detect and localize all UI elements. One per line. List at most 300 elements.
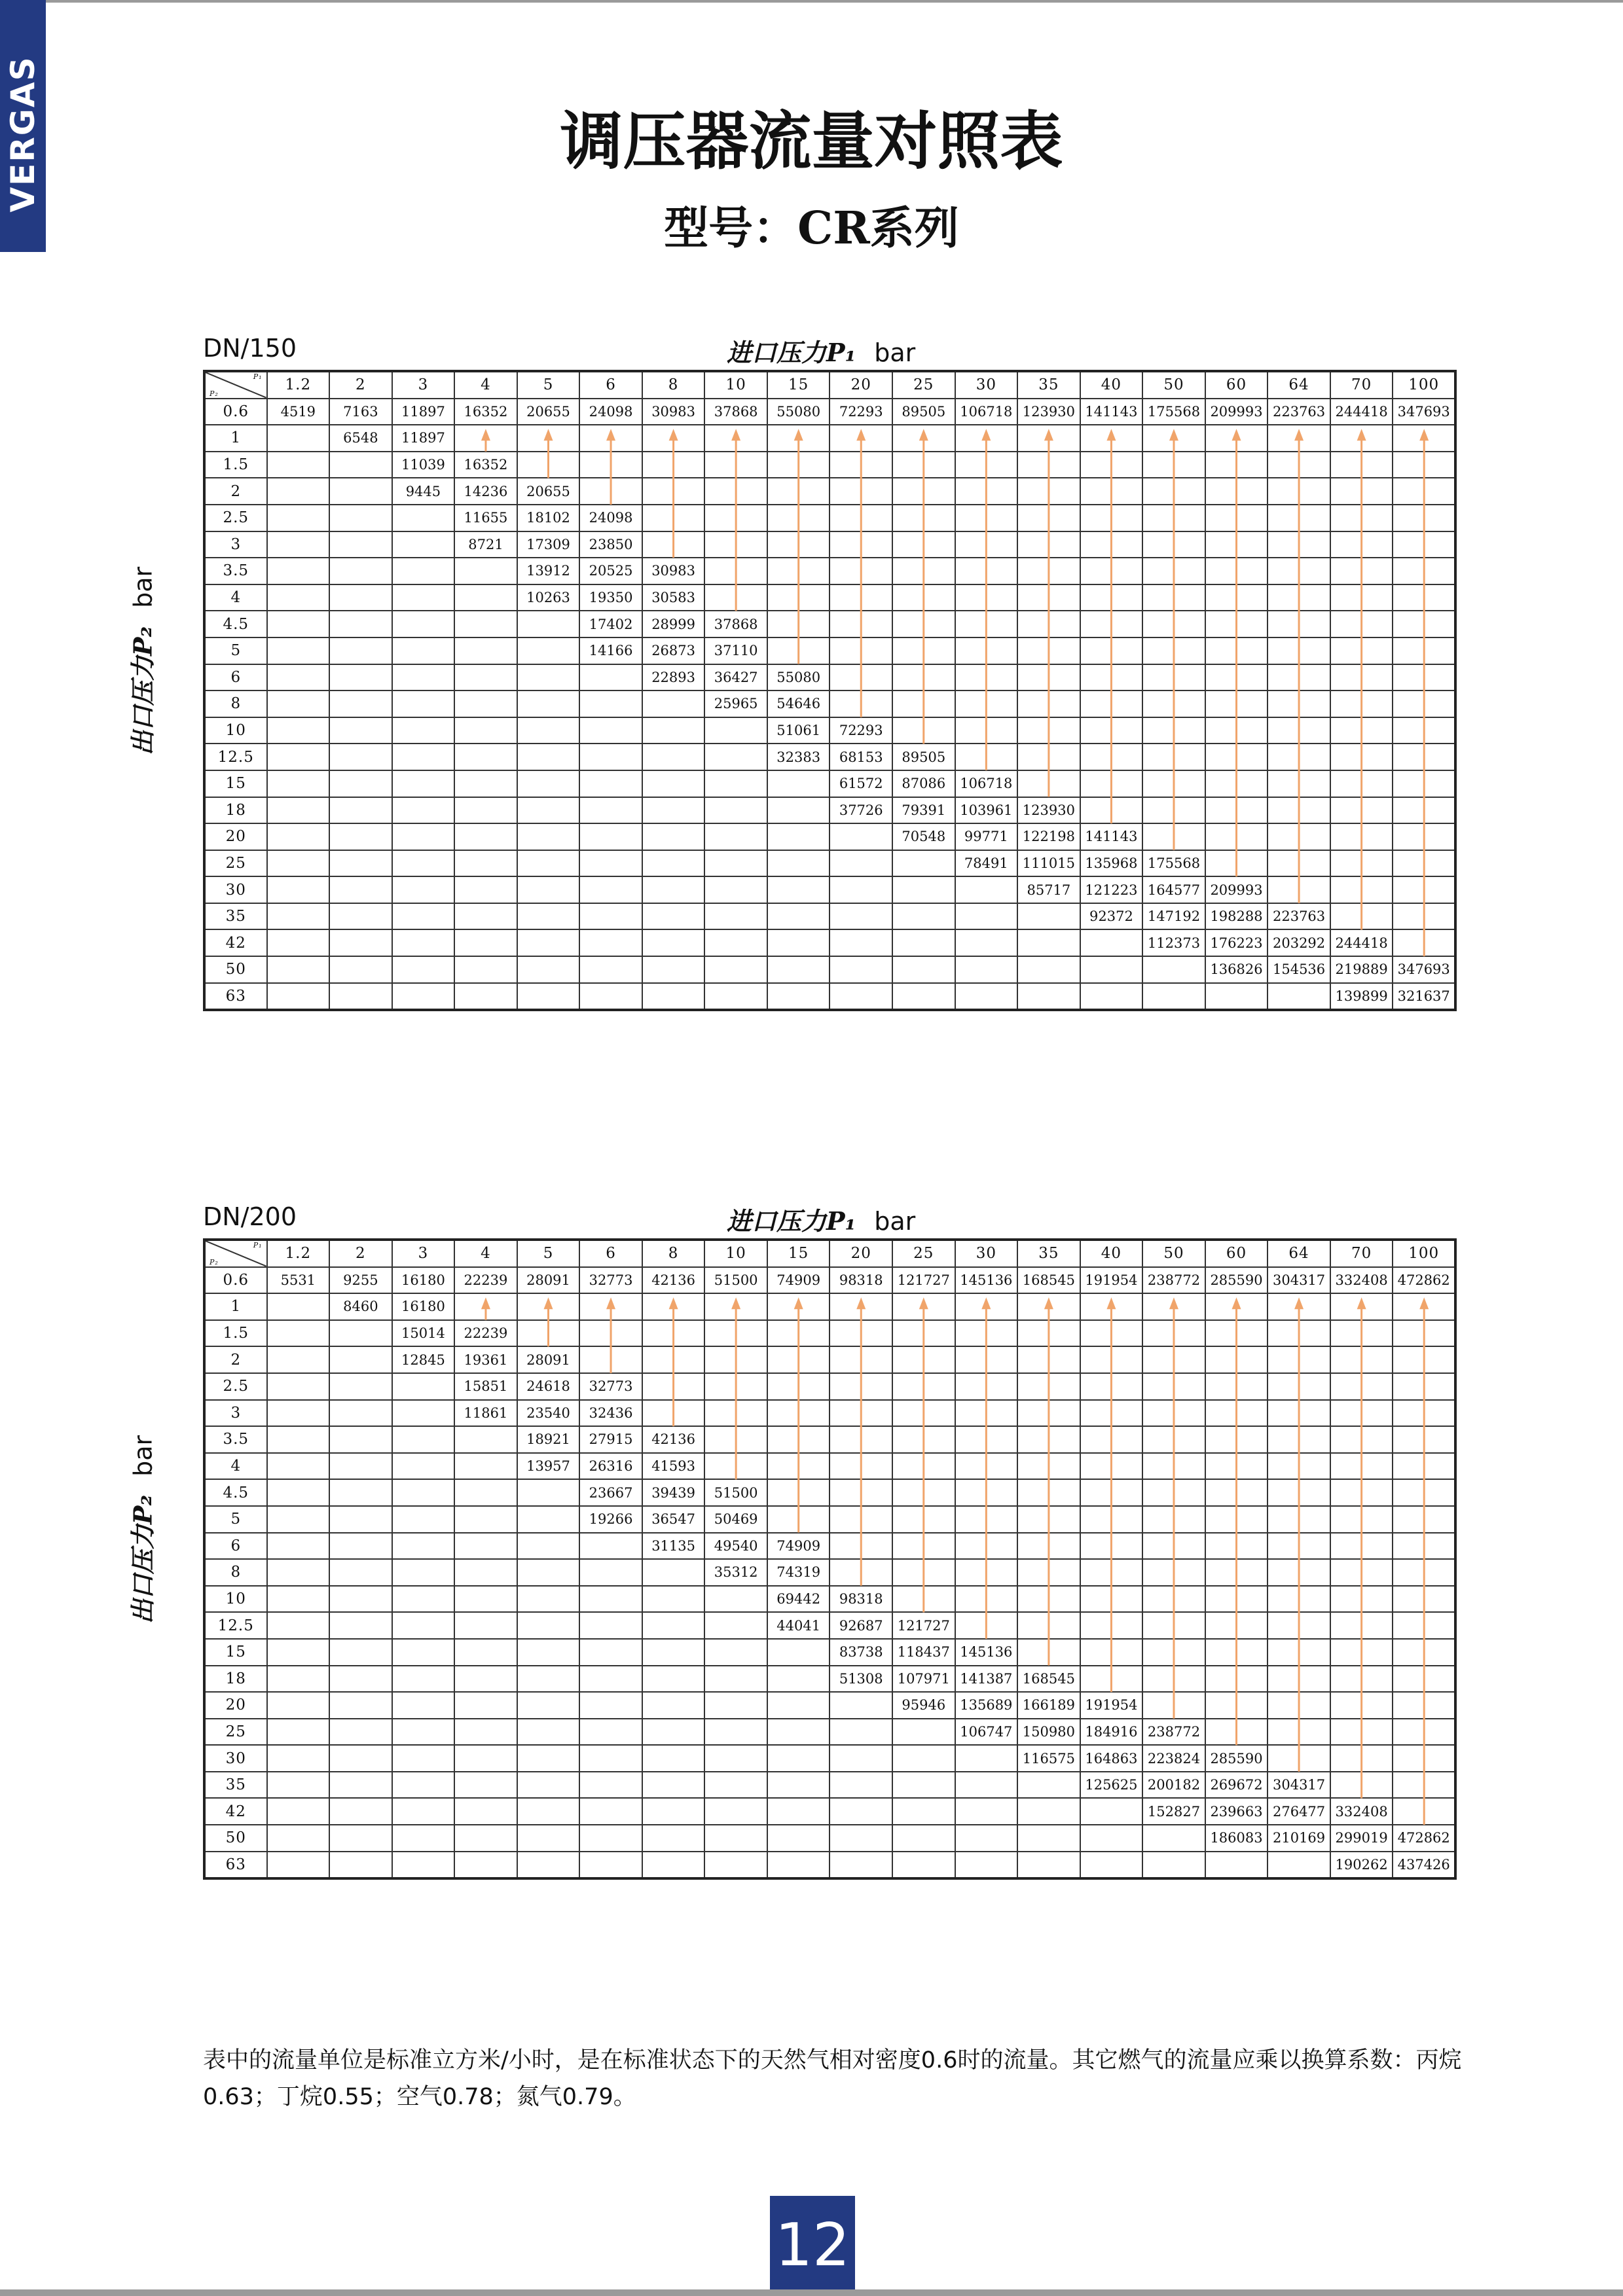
row-header: 50 [204, 1825, 267, 1852]
table-row [204, 876, 1455, 903]
flow-cell [1330, 1426, 1393, 1453]
flow-cell [642, 425, 705, 452]
flow-cell: 36547 [642, 1506, 705, 1533]
flow-cell [1205, 1666, 1268, 1693]
flow-cell [1267, 1506, 1330, 1533]
flow-cell: 50469 [704, 1506, 767, 1533]
table-row [204, 903, 1455, 930]
flow-cell [1267, 1559, 1330, 1586]
flow-cell: 37868 [704, 611, 767, 637]
flow-cell [1080, 637, 1143, 664]
flow-cell [830, 1293, 892, 1320]
flow-cell [329, 770, 392, 797]
row-header: 2.5 [204, 505, 267, 531]
flow-cell [892, 452, 955, 478]
flow-cell [1205, 1426, 1268, 1453]
flow-cell [1330, 1719, 1393, 1746]
flow-cell: 11897 [392, 399, 455, 425]
flow-cell [1017, 1533, 1080, 1560]
flow-cell: 8721 [454, 531, 517, 558]
flow-cell [642, 1745, 705, 1772]
flow-cell [767, 1825, 830, 1852]
flow-cell [392, 929, 455, 956]
flow-cell [1017, 452, 1080, 478]
flow-cell [1017, 637, 1080, 664]
flow-cell [955, 1453, 1018, 1480]
flow-cell [517, 823, 580, 850]
flow-cell [579, 1320, 642, 1347]
flow-cell [579, 1639, 642, 1666]
flow-cell [830, 452, 892, 478]
row-header: 3 [204, 1400, 267, 1427]
flow-cell [1267, 1745, 1330, 1772]
flow-cell: 223763 [1267, 399, 1330, 425]
row-header: 35 [204, 1772, 267, 1799]
flow-cell [767, 425, 830, 452]
flow-cell [267, 1559, 330, 1586]
flow-cell [830, 1852, 892, 1879]
flow-cell [642, 1798, 705, 1825]
flow-cell [892, 956, 955, 983]
flow-cell [1017, 1506, 1080, 1533]
flow-cell [642, 876, 705, 903]
table-row [204, 425, 1455, 452]
table-row [204, 584, 1455, 611]
flow-cell [1267, 691, 1330, 717]
flow-cell: 85717 [1017, 876, 1080, 903]
flow-cell [642, 1586, 705, 1613]
flow-cell: 164863 [1080, 1745, 1143, 1772]
flow-cell [642, 505, 705, 531]
flow-cell [830, 1719, 892, 1746]
flow-cell [267, 478, 330, 505]
flow-cell [1142, 531, 1205, 558]
flow-cell [955, 1612, 1018, 1639]
flow-cell [1080, 691, 1143, 717]
flow-cell: 89505 [892, 399, 955, 425]
flow-cell: 11655 [454, 505, 517, 531]
row-header: 20 [204, 1692, 267, 1719]
flow-cell [642, 1852, 705, 1879]
flow-cell [1142, 1426, 1205, 1453]
flow-cell [1142, 1453, 1205, 1480]
flow-cell [642, 1400, 705, 1427]
flow-cell [1205, 1453, 1268, 1480]
flow-cell: 145136 [955, 1267, 1018, 1294]
flow-cell [955, 1346, 1018, 1373]
row-header: 4 [204, 584, 267, 611]
flow-cell [1393, 1639, 1455, 1666]
flow-cell [642, 531, 705, 558]
table-row [204, 1533, 1455, 1560]
flow-cell [329, 1639, 392, 1666]
flow-cell [955, 1426, 1018, 1453]
flow-cell [329, 1772, 392, 1799]
flow-cell [392, 797, 455, 824]
flow-cell [955, 1852, 1018, 1879]
flow-cell [704, 1772, 767, 1799]
flow-cell [392, 1453, 455, 1480]
flow-cell: 17402 [579, 611, 642, 637]
flow-cell [517, 1825, 580, 1852]
column-header: 6 [579, 371, 642, 399]
row-header: 3 [204, 531, 267, 558]
flow-cell [329, 1825, 392, 1852]
flow-cell [704, 770, 767, 797]
table-row [204, 1479, 1455, 1506]
flow-cell: 28091 [517, 1346, 580, 1373]
flow-cell [1330, 1559, 1393, 1586]
flow-cell: 332408 [1330, 1267, 1393, 1294]
flow-cell: 32383 [767, 744, 830, 770]
flow-cell [1393, 1692, 1455, 1719]
flow-cell [1267, 1453, 1330, 1480]
header-row [204, 371, 1455, 399]
flow-cell: 55080 [767, 399, 830, 425]
flow-cell [1017, 1772, 1080, 1799]
flow-cell [1330, 1639, 1393, 1666]
flow-cell [1080, 1612, 1143, 1639]
flow-cell [329, 637, 392, 664]
flow-cell [1330, 903, 1393, 930]
footnote: 表中的流量单位是标准立方米/小时，是在标准状态下的天然气相对密度0.6时的流量。其它燃气的流量应乘以换算系数：丙烷0.63；丁烷0.55；空气0.78；氮气0.79。 [203, 2047, 1462, 2110]
flow-cell [1330, 876, 1393, 903]
table-row [204, 531, 1455, 558]
flow-cell: 239663 [1205, 1798, 1268, 1825]
row-header: 42 [204, 1798, 267, 1825]
flow-cell [1205, 584, 1268, 611]
flow-cell: 19361 [454, 1346, 517, 1373]
flow-cell [579, 478, 642, 505]
flow-cell [454, 1745, 517, 1772]
flow-cell [1017, 717, 1080, 744]
row-header: 4 [204, 1453, 267, 1480]
row-header: 35 [204, 903, 267, 930]
flow-cell: 26873 [642, 637, 705, 664]
flow-cell [454, 1533, 517, 1560]
row-header: 5 [204, 1506, 267, 1533]
flow-cell [955, 929, 1018, 956]
flow-cell [267, 1745, 330, 1772]
flow-cell [955, 531, 1018, 558]
flow-cell: 13912 [517, 558, 580, 584]
flow-cell [454, 584, 517, 611]
flow-cell [454, 1426, 517, 1453]
flow-cell: 54646 [767, 691, 830, 717]
flow-cell [1330, 1666, 1393, 1693]
flow-cell [1142, 983, 1205, 1011]
flow-cell [1267, 505, 1330, 531]
flow-cell: 19266 [579, 1506, 642, 1533]
flow-cell [1267, 1719, 1330, 1746]
flow-cell [454, 1479, 517, 1506]
flow-cell [1017, 531, 1080, 558]
page-bottom-border [0, 2289, 1623, 2296]
flow-cell [767, 1346, 830, 1373]
flow-cell [392, 717, 455, 744]
flow-cell [1267, 823, 1330, 850]
flow-cell [955, 1745, 1018, 1772]
flow-cell [1205, 823, 1268, 850]
flow-cell [329, 691, 392, 717]
column-header: 30 [955, 1240, 1018, 1267]
flow-cell [517, 425, 580, 452]
flow-cell: 51500 [704, 1479, 767, 1506]
flow-cell: 74909 [767, 1533, 830, 1560]
flow-cell: 72293 [830, 399, 892, 425]
flow-cell [267, 505, 330, 531]
flow-cell: 238772 [1142, 1267, 1205, 1294]
flow-cell [1205, 1479, 1268, 1506]
flow-cell [579, 1666, 642, 1693]
flow-cell [579, 1293, 642, 1320]
flow-cell [1080, 452, 1143, 478]
flow-cell [892, 1400, 955, 1427]
row-header: 6 [204, 664, 267, 691]
flow-cell [892, 876, 955, 903]
flow-cell [704, 425, 767, 452]
flow-cell [704, 1639, 767, 1666]
flow-cell [1267, 584, 1330, 611]
flow-cell [1330, 717, 1393, 744]
flow-cell [767, 983, 830, 1011]
flow-cell [767, 956, 830, 983]
flow-cell [329, 452, 392, 478]
flow-cell [767, 876, 830, 903]
flow-cell [1017, 1639, 1080, 1666]
flow-cell [1205, 770, 1268, 797]
flow-cell [1017, 983, 1080, 1011]
flow-cell [830, 903, 892, 930]
flow-cell [642, 1639, 705, 1666]
flow-cell: 79391 [892, 797, 955, 824]
flow-cell: 191954 [1080, 1267, 1143, 1294]
flow-cell [1393, 1586, 1455, 1613]
row-header: 1.5 [204, 1320, 267, 1347]
flow-cell [892, 1453, 955, 1480]
flow-cell [267, 1426, 330, 1453]
flow-cell [955, 1772, 1018, 1799]
flow-cell [517, 876, 580, 903]
inlet-pressure-text: 进口压力P₁ [727, 1206, 856, 1236]
flow-cell [642, 744, 705, 770]
flow-cell [454, 1586, 517, 1613]
flow-cell: 121223 [1080, 876, 1143, 903]
flow-cell [1330, 744, 1393, 770]
flow-cell [392, 850, 455, 877]
flow-cell [267, 637, 330, 664]
flow-cell: 20655 [517, 478, 580, 505]
column-header: 8 [642, 371, 705, 399]
row-header: 25 [204, 1719, 267, 1746]
flow-cell [1330, 1479, 1393, 1506]
flow-cell [955, 1533, 1018, 1560]
flow-cell [1205, 452, 1268, 478]
flow-cell [579, 1346, 642, 1373]
flow-cell [517, 929, 580, 956]
flow-cell [704, 1373, 767, 1400]
flow-cell [1330, 505, 1393, 531]
flow-cell: 200182 [1142, 1772, 1205, 1799]
corner-p2-label: P₂ [210, 389, 219, 398]
row-header: 1 [204, 425, 267, 452]
flow-cell [329, 1559, 392, 1586]
flow-cell: 238772 [1142, 1719, 1205, 1746]
table-row [204, 983, 1455, 1011]
flow-cell: 41593 [642, 1453, 705, 1480]
flow-cell: 23850 [579, 531, 642, 558]
flow-cell [267, 983, 330, 1011]
flow-cell [267, 691, 330, 717]
flow-cell [1142, 956, 1205, 983]
table-row [204, 1400, 1455, 1427]
flow-cell: 154536 [1267, 956, 1330, 983]
flow-cell [955, 1320, 1018, 1347]
flow-cell [392, 1666, 455, 1693]
flow-cell [1080, 797, 1143, 824]
flow-cell [517, 1612, 580, 1639]
flow-cell [329, 876, 392, 903]
flow-cell [955, 903, 1018, 930]
flow-cell [1205, 1639, 1268, 1666]
flow-cell [1393, 1772, 1455, 1799]
flow-cell [1142, 1320, 1205, 1347]
flow-cell [579, 1612, 642, 1639]
flow-cell [830, 1346, 892, 1373]
flow-cell [1267, 876, 1330, 903]
flow-cell: 37110 [704, 637, 767, 664]
flow-cell: 123930 [1017, 797, 1080, 824]
flow-cell [642, 1666, 705, 1693]
header-row [204, 1240, 1455, 1267]
flow-cell [1330, 691, 1393, 717]
flow-cell [1330, 664, 1393, 691]
flow-cell [955, 1506, 1018, 1533]
flow-cell: 135968 [1080, 850, 1143, 877]
flow-cell: 25965 [704, 691, 767, 717]
flow-cell [1267, 1586, 1330, 1613]
flow-cell [1205, 1320, 1268, 1347]
flow-cell [267, 611, 330, 637]
flow-cell [267, 1533, 330, 1560]
flow-cell [1267, 664, 1330, 691]
flow-cell [392, 1533, 455, 1560]
flow-cell [642, 1559, 705, 1586]
row-header: 4.5 [204, 611, 267, 637]
flow-cell [517, 1586, 580, 1613]
flow-cell [1393, 929, 1455, 956]
flow-cell [454, 637, 517, 664]
flow-cell [1205, 744, 1268, 770]
flow-cell [1017, 744, 1080, 770]
flow-cell: 18921 [517, 1426, 580, 1453]
flow-cell [454, 1639, 517, 1666]
flow-cell [1080, 584, 1143, 611]
flow-cell [955, 611, 1018, 637]
flow-cell [1205, 797, 1268, 824]
flow-cell [329, 929, 392, 956]
table-row [204, 1798, 1455, 1825]
flow-cell: 37868 [704, 399, 767, 425]
flow-cell [767, 770, 830, 797]
flow-cell [392, 1852, 455, 1879]
flow-cell [329, 797, 392, 824]
flow-cell: 164577 [1142, 876, 1205, 903]
flow-cell: 285590 [1205, 1745, 1268, 1772]
flow-cell: 121727 [892, 1267, 955, 1294]
column-header: 35 [1017, 371, 1080, 399]
flow-cell: 175568 [1142, 399, 1205, 425]
flow-cell [767, 1719, 830, 1746]
flow-cell [1205, 478, 1268, 505]
flow-cell [392, 770, 455, 797]
outlet-pressure-text: 出口压力P₂ [128, 626, 158, 756]
flow-cell: 103961 [955, 797, 1018, 824]
row-header: 10 [204, 1586, 267, 1613]
flow-cell [704, 1745, 767, 1772]
flow-cell [579, 1798, 642, 1825]
inlet-pressure-unit: bar [874, 1207, 916, 1236]
flow-cell [1267, 1666, 1330, 1693]
corner-p2-label: P₂ [210, 1257, 219, 1266]
flow-cell [392, 1772, 455, 1799]
table-row [204, 1772, 1455, 1799]
flow-cell [392, 584, 455, 611]
flow-cell: 98318 [830, 1586, 892, 1613]
table-label: DN/150 [203, 334, 297, 363]
flow-cell: 32773 [579, 1267, 642, 1294]
flow-cell: 13957 [517, 1453, 580, 1480]
table-row [204, 1559, 1455, 1586]
row-header: 18 [204, 797, 267, 824]
row-header: 1.5 [204, 452, 267, 478]
flow-cell [1017, 425, 1080, 452]
flow-cell [517, 770, 580, 797]
flow-cell [1393, 664, 1455, 691]
flow-cell: 186083 [1205, 1825, 1268, 1852]
column-header: 40 [1080, 1240, 1143, 1267]
row-header: 20 [204, 823, 267, 850]
column-header: 25 [892, 371, 955, 399]
row-header: 0.6 [204, 399, 267, 425]
flow-cell [642, 1719, 705, 1746]
flow-cell [329, 956, 392, 983]
flow-cell [1393, 611, 1455, 637]
flow-cell [1142, 558, 1205, 584]
flow-cell: 51500 [704, 1267, 767, 1294]
flow-cell [1393, 850, 1455, 877]
column-header: 4 [454, 371, 517, 399]
flow-cell [517, 1719, 580, 1746]
inlet-pressure-unit: bar [874, 338, 916, 367]
flow-cell [454, 1666, 517, 1693]
flow-cell [830, 1426, 892, 1453]
flow-cell [1017, 1426, 1080, 1453]
flow-cell [892, 1586, 955, 1613]
flow-cell: 210169 [1267, 1825, 1330, 1852]
column-header: 4 [454, 1240, 517, 1267]
column-header: 64 [1267, 1240, 1330, 1267]
flow-cell [704, 823, 767, 850]
flow-cell [454, 903, 517, 930]
flow-cell [1267, 637, 1330, 664]
flow-cell [1267, 1612, 1330, 1639]
flow-cell [1017, 1612, 1080, 1639]
flow-cell: 30583 [642, 584, 705, 611]
flow-cell [329, 850, 392, 877]
flow-cell: 106747 [955, 1719, 1018, 1746]
flow-cell [579, 425, 642, 452]
